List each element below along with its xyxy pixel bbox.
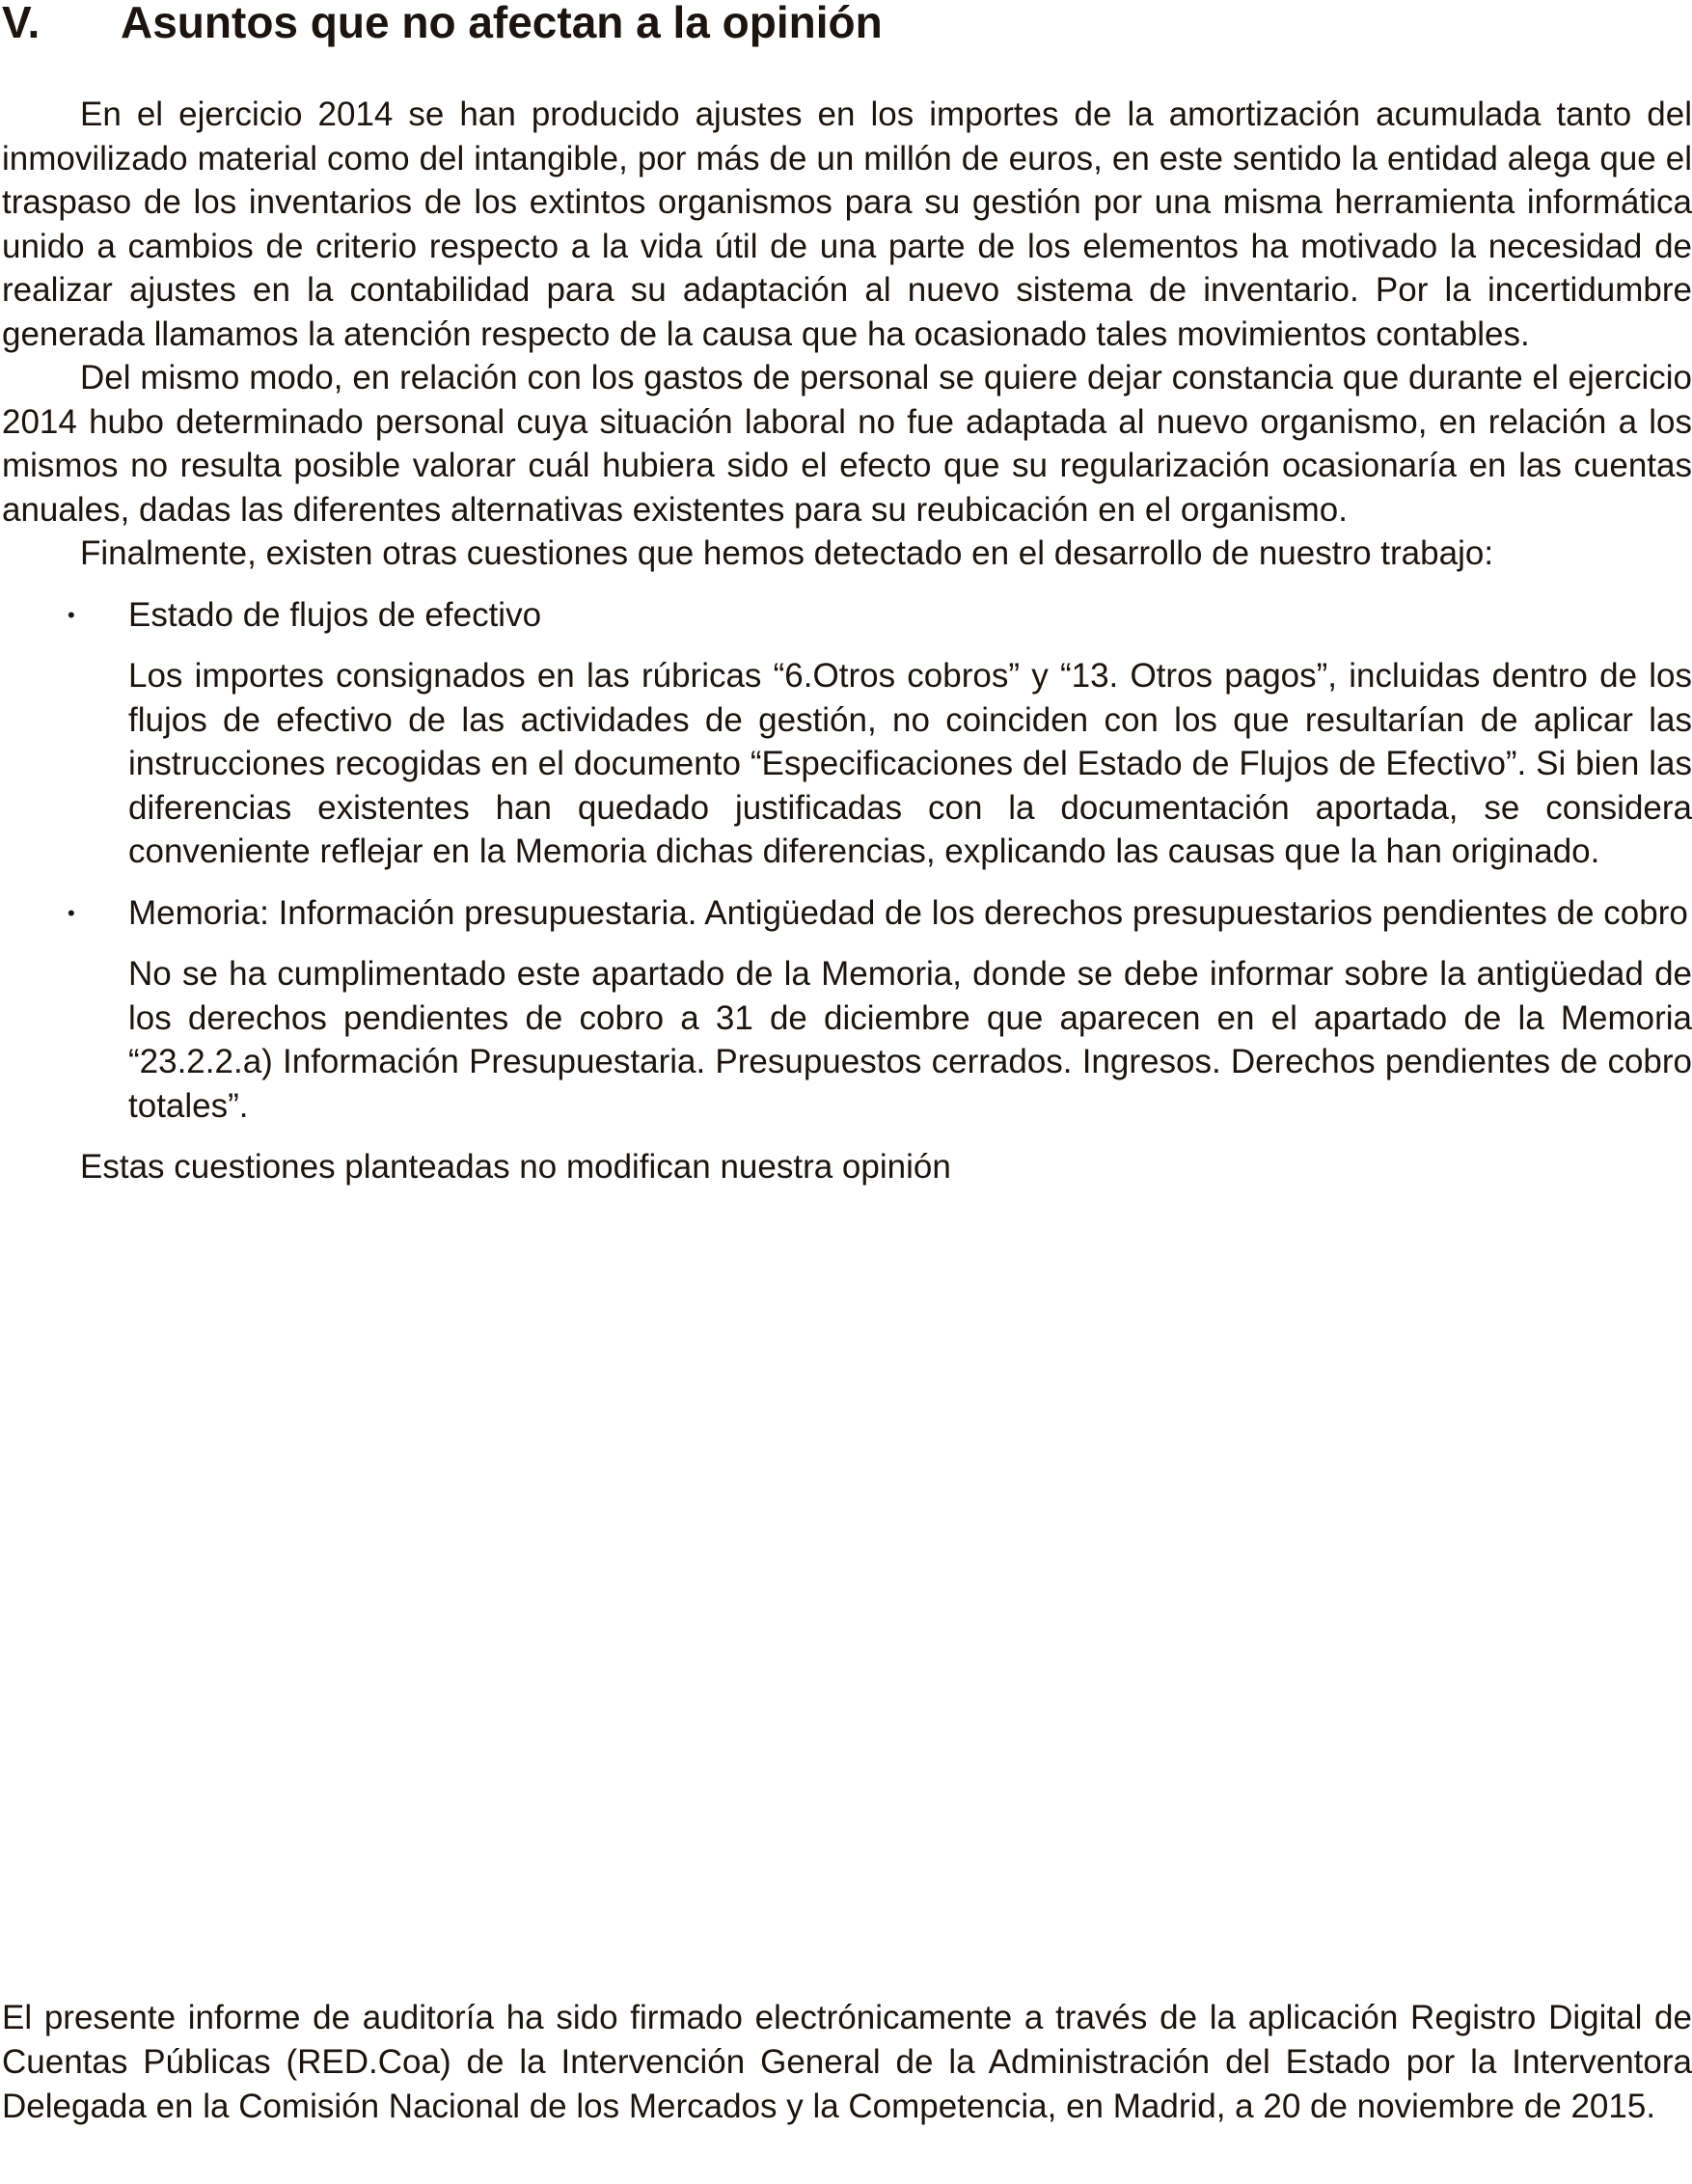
signature-footer: El presente informe de auditoría ha sido firmado electrónicamente a través de la aplicación Registro Digital de Cuentas Públicas (RED.Coa) de la Intervención General de la Administración del Estado por la Interventora Delegada en la Comisión Nacional de los Mercados y la Competencia, en Madrid, a 20 de noviembre de 2015. — [2, 1999, 1692, 2125]
section-number: V. — [2, 0, 41, 47]
bullet-body-memoria: No se ha cumplimentado este apartado de la Memoria, donde se debe informar sobre la antigüedad de los derechos pendientes de cobro a 31 de diciembre que aparecen en el apartado de la Memoria “23.2.2.a) Información Presupuestaria. Presupuestos cerrados. Ingresos. Derechos pendientes de cobro totales”. — [128, 955, 1692, 1125]
bullet-title: Estado de flujos de efectivo — [128, 595, 542, 634]
report-body — [2, 93, 1692, 1189]
section-heading — [2, 0, 883, 47]
bullet-icon: • — [68, 602, 75, 627]
bullet-title: Memoria: Información presupuestaria. Antigüedad de los derechos presupuestarios pendientes de cobro — [128, 893, 1688, 932]
bullet-body-flujos: Los importes consignados en las rúbricas “6.Otros cobros” y “13. Otros pagos”, incluidas dentro de los flujos de efectivo de las actividades de gestión, no coinciden con los que resultarían de aplicar las instrucciones recogidas en el documento “Especificaciones del Estado de Flujos de Efectivo”. Si bien las diferencias existentes han quedado justificadas con la documentación aportada, se considera conveniente reflejar en la Memoria dichas diferencias, explicando las causas que la han originado. — [128, 657, 1692, 870]
bullet-item-memoria — [2, 891, 1692, 936]
paragraph-amortizacion: En el ejercicio 2014 se han producido ajustes en los importes de la amortización acumulada tanto del inmovilizado material como del intangible, por más de un millón de euros, en este sentido la entidad alega que el traspaso de los inventarios de los extintos organismos para su gestión por una misma herramienta informática unido a cambios de criterio respecto a la vida útil de una parte de los elementos ha motivado la necesidad de realizar ajustes en la contabilidad para su adaptación al nuevo sistema de inventario. Por la incertidumbre generada llamamos la atención respecto de la causa que ha ocasionado tales movimientos contables. — [2, 96, 1692, 353]
paragraph-gastos-personal: Del mismo modo, en relación con los gastos de personal se quiere dejar constancia que durante el ejercicio 2014 hubo determinado personal cuya situación laboral no fue adaptada al nuevo organismo, en relación a los mismos no resulta posible valorar cuál hubiera sido el efecto que su regularización ocasionaría en las cuentas anuales, dadas las diferentes alternativas existentes para su reubicación en el organismo. — [2, 359, 1692, 529]
bullet-item-flujos — [2, 593, 1692, 638]
bullet-icon: • — [68, 900, 75, 925]
section-title: Asuntos que no afectan a la opinión — [121, 0, 883, 47]
closing-statement: Estas cuestiones planteadas no modifican nuestra opinión — [80, 1148, 951, 1186]
paragraph-otras-cuestiones: Finalmente, existen otras cuestiones que hemos detectado en el desarrollo de nuestro trabajo: — [80, 534, 1494, 572]
